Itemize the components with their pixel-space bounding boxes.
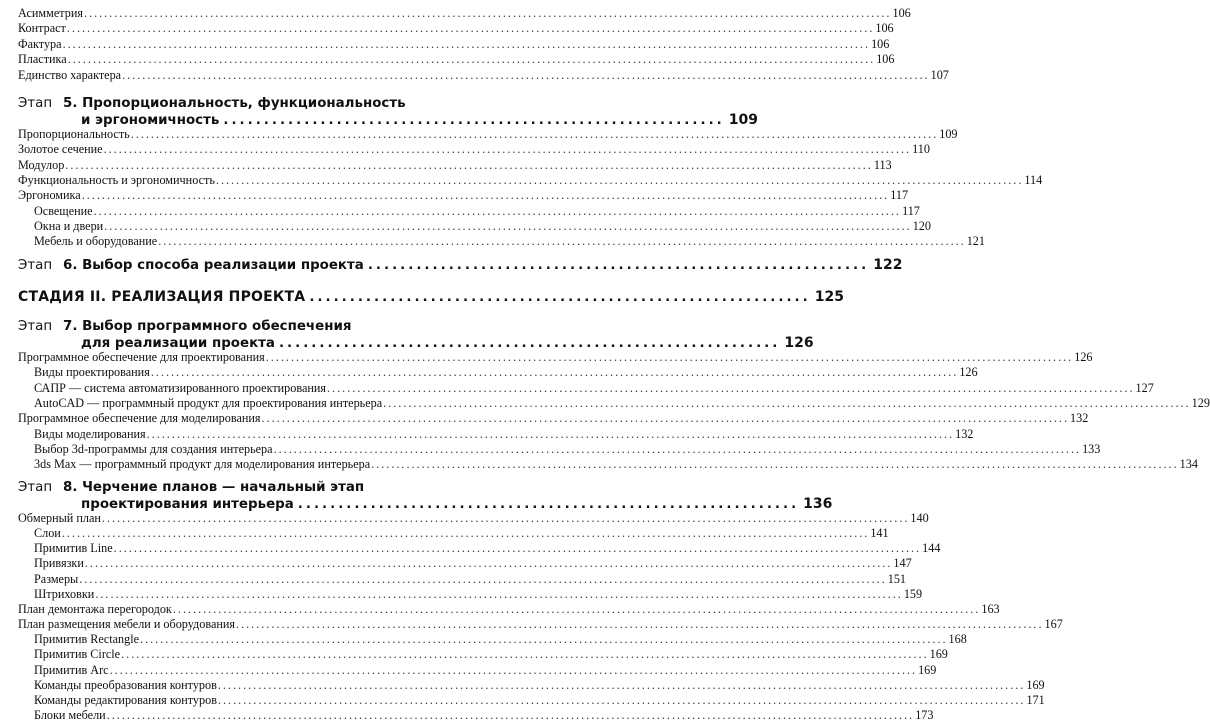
entry-title: Команды редактирования контуров — [34, 692, 217, 707]
leader-dots: ................................................................................................................................................................ — [104, 218, 912, 233]
toc-entry — [0, 677, 1045, 693]
leader-dots: .............................................................. — [297, 497, 800, 512]
entry-page: 110 — [912, 142, 930, 157]
toc-entry — [0, 617, 1063, 632]
entry-title: Пластика — [18, 52, 67, 67]
entry-title: Асимметрия — [18, 6, 83, 20]
leader-dots: ................................................................................................................................................................ — [83, 6, 892, 20]
entry-title: Золотое сечение — [18, 142, 103, 157]
toc-entry — [0, 67, 949, 83]
entry-title: Эргономика — [18, 188, 81, 203]
entry-title: Обмерный план — [18, 511, 101, 525]
entry-title: Программное обеспечение для моделирования — [18, 411, 261, 426]
entry-page: 169 — [1026, 677, 1045, 692]
toc-entry — [0, 203, 920, 219]
toc-entry — [0, 411, 1089, 426]
entry-title: Привязки — [34, 556, 84, 571]
entry-title: Фактура — [18, 36, 62, 51]
entry-page: 106 — [876, 52, 895, 67]
leader-dots: ................................................................................................................................................................ — [93, 203, 902, 218]
toc-entry — [0, 127, 958, 142]
leader-dots: ................................................................................................................................................................ — [140, 632, 948, 647]
leader-dots: ................................................................................................................................................................ — [79, 571, 887, 586]
entry-title: Освещение — [34, 203, 93, 218]
leader-dots: ................................................................................................................................................................ — [84, 556, 893, 571]
entry-title: САПР — система автоматизированного проектирования — [34, 380, 327, 395]
entry-title: AutoCAD — программный продукт для проектирования интерьера — [34, 395, 383, 410]
toc-entry — [0, 395, 1210, 411]
entry-page: 169 — [929, 647, 948, 662]
leader-dots: ................................................................................................................................................................ — [217, 677, 1026, 692]
entry-title: Примитив Line — [34, 541, 113, 556]
leader-dots: .............................................................. — [309, 290, 811, 305]
step-title-line1: 5. Пропорциональность, функциональность — [63, 96, 406, 111]
entry-title: Блоки мебели — [34, 707, 106, 722]
leader-dots: ................................................................................................................................................................ — [61, 526, 870, 541]
leader-dots: ................................................................................................................................................................ — [62, 36, 871, 51]
entry-title: Мебель и оборудование — [34, 234, 158, 249]
toc-entry — [0, 52, 895, 67]
entry-title: Виды проектирования — [34, 365, 150, 380]
toc-entry — [0, 21, 894, 36]
step-title-line2: для реализации проекта — [81, 336, 275, 351]
leader-dots: ................................................................................................................................................................ — [113, 541, 922, 556]
entry-page: 132 — [1070, 411, 1089, 426]
toc-entry — [0, 350, 1093, 365]
entry-page: 147 — [893, 556, 912, 571]
entry-page: 140 — [910, 511, 929, 525]
toc-entry — [0, 234, 985, 249]
toc-entry — [0, 380, 1154, 396]
stage-2-heading — [18, 289, 844, 306]
entry-page: 159 — [903, 586, 923, 601]
toc-entry — [0, 632, 967, 647]
step-label: Этап — [18, 96, 53, 111]
leader-dots: ................................................................................................................................................................ — [106, 707, 915, 722]
entry-page: 107 — [930, 67, 949, 82]
entry-title: Штриховки — [34, 586, 95, 601]
entry-page: 169 — [918, 662, 937, 677]
step-label: Этап — [18, 258, 53, 273]
entry-page: 134 — [1179, 457, 1198, 472]
toc-entry — [0, 647, 948, 662]
entry-title: Пропорциональность — [18, 127, 130, 141]
entry-page: 113 — [873, 157, 892, 172]
entry-page: 151 — [887, 571, 907, 586]
leader-dots: ................................................................................................................................................................ — [172, 601, 981, 616]
leader-dots: ................................................................................................................................................................ — [146, 426, 955, 441]
step-6-heading — [18, 257, 903, 274]
step-title-line1: 8. Черчение планов — начальный этап — [63, 480, 365, 495]
entry-page: 129 — [1191, 395, 1210, 410]
leader-dots: ................................................................................................................................................................ — [121, 647, 929, 662]
leader-dots: ................................................................................................................................................................ — [103, 142, 912, 157]
entry-page: 106 — [871, 36, 890, 51]
leader-dots: ................................................................................................................................................................ — [327, 380, 1135, 395]
leader-dots: ................................................................................................................................................................ — [236, 617, 1044, 632]
leader-dots: ................................................................................................................................................................ — [66, 21, 875, 36]
step-7-heading — [18, 318, 814, 352]
step-page: 126 — [784, 335, 814, 351]
toc-entry — [0, 586, 923, 602]
leader-dots: ................................................................................................................................................................ — [150, 365, 959, 380]
entry-title: Выбор 3d-программы для создания интерьера — [34, 441, 273, 456]
leader-dots: ................................................................................................................................................................ — [371, 457, 1179, 472]
leader-dots: ................................................................................................................................................................ — [261, 411, 1070, 426]
entry-page: 141 — [870, 526, 889, 541]
step-label: Этап — [18, 319, 53, 334]
entry-page: 168 — [948, 632, 967, 647]
leader-dots: ................................................................................................................................................................ — [81, 188, 890, 203]
step-title-line1: 7. Выбор программного обеспечения — [63, 319, 352, 334]
entry-page: 171 — [1026, 692, 1045, 707]
entry-title: Окна и двери — [34, 218, 104, 233]
toc-entry — [0, 526, 889, 541]
toc-entry — [0, 365, 978, 380]
entry-page: 117 — [890, 188, 909, 203]
entry-page: 120 — [912, 218, 931, 233]
entry-title: Единство характера — [18, 67, 122, 82]
entry-page: 106 — [875, 21, 894, 36]
step-8-heading — [18, 479, 833, 513]
entry-page: 127 — [1135, 380, 1154, 395]
stage-page: 125 — [814, 289, 844, 305]
entry-title: Команды преобразования контуров — [34, 677, 217, 692]
entry-page: 121 — [966, 234, 985, 249]
entry-page: 132 — [955, 426, 974, 441]
toc-entry — [0, 511, 929, 526]
entry-page: 126 — [1074, 350, 1093, 364]
step-label: Этап — [18, 480, 53, 495]
step-title-line2: проектирования интерьера — [81, 497, 294, 512]
toc-entry — [0, 218, 931, 234]
entry-title: Виды моделирования — [34, 426, 146, 441]
leader-dots: ................................................................................................................................................................ — [217, 692, 1026, 707]
step-title-line2: и эргономичность — [81, 113, 220, 128]
leader-dots: ................................................................................................................................................................ — [130, 127, 939, 141]
step-page: 109 — [728, 112, 758, 128]
entry-title: Модулор — [18, 157, 65, 172]
entry-title: Слои — [34, 526, 61, 541]
entry-title: План демонтажа перегородок — [18, 601, 172, 616]
toc-entry — [0, 426, 974, 442]
toc-entry — [0, 6, 911, 21]
leader-dots: ................................................................................................................................................................ — [101, 511, 910, 525]
entry-title: 3ds Max — программный продукт для моделирования интерьера — [34, 457, 371, 472]
toc-entry — [0, 172, 1043, 188]
step-page: 122 — [873, 257, 903, 273]
leader-dots: ................................................................................................................................................................ — [158, 234, 966, 249]
toc-entry — [0, 571, 907, 587]
toc-entry — [0, 142, 930, 157]
leader-dots: ................................................................................................................................................................ — [273, 441, 1082, 456]
entry-title: Примитив Rectangle — [34, 632, 140, 647]
entry-page: 106 — [892, 6, 911, 20]
step-page: 136 — [803, 496, 833, 512]
entry-title: Примитив Arc — [34, 662, 109, 677]
toc-entry — [0, 441, 1101, 457]
toc-entry — [0, 457, 1198, 472]
entry-title: Размеры — [34, 571, 79, 586]
leader-dots: ................................................................................................................................................................ — [109, 662, 918, 677]
toc-entry — [0, 188, 909, 203]
entry-page: 109 — [939, 127, 958, 141]
entry-page: 117 — [902, 203, 920, 218]
leader-dots: ................................................................................................................................................................ — [65, 157, 873, 172]
toc-entry — [0, 601, 1000, 617]
toc-entry — [0, 541, 941, 556]
step-5-heading — [18, 95, 758, 129]
entry-page: 163 — [981, 601, 1000, 616]
entry-page: 126 — [959, 365, 978, 380]
stage-title: СТАДИЯ II. РЕАЛИЗАЦИЯ ПРОЕКТА — [18, 289, 306, 305]
entry-title: Примитив Circle — [34, 647, 121, 662]
entry-title: Функциональность и эргономичность — [18, 172, 215, 187]
toc-entry — [0, 556, 912, 571]
leader-dots: .............................................................. — [223, 113, 725, 128]
leader-dots: ................................................................................................................................................................ — [95, 586, 903, 601]
entry-page: 167 — [1044, 617, 1063, 632]
leader-dots: .............................................................. — [367, 258, 870, 273]
toc-entry — [0, 157, 892, 173]
step-title-line1: 6. Выбор способа реализации проекта — [63, 258, 364, 273]
leader-dots: ................................................................................................................................................................ — [122, 67, 930, 82]
entry-page: 144 — [922, 541, 941, 556]
entry-page: 114 — [1024, 172, 1043, 187]
toc-entry — [0, 692, 1045, 708]
entry-title: План размещения мебели и оборудования — [18, 617, 236, 632]
entry-title: Контраст — [18, 21, 66, 36]
leader-dots: ................................................................................................................................................................ — [215, 172, 1024, 187]
entry-page: 133 — [1082, 441, 1101, 456]
toc-entry — [0, 707, 934, 723]
entry-page: 173 — [915, 707, 934, 722]
leader-dots: .............................................................. — [278, 336, 781, 351]
leader-dots: ................................................................................................................................................................ — [265, 350, 1074, 364]
toc-entry — [0, 36, 890, 52]
entry-title: Программное обеспечение для проектирования — [18, 350, 265, 364]
leader-dots: ................................................................................................................................................................ — [67, 52, 876, 67]
leader-dots: ................................................................................................................................................................ — [383, 395, 1191, 410]
toc-entry — [0, 662, 937, 678]
